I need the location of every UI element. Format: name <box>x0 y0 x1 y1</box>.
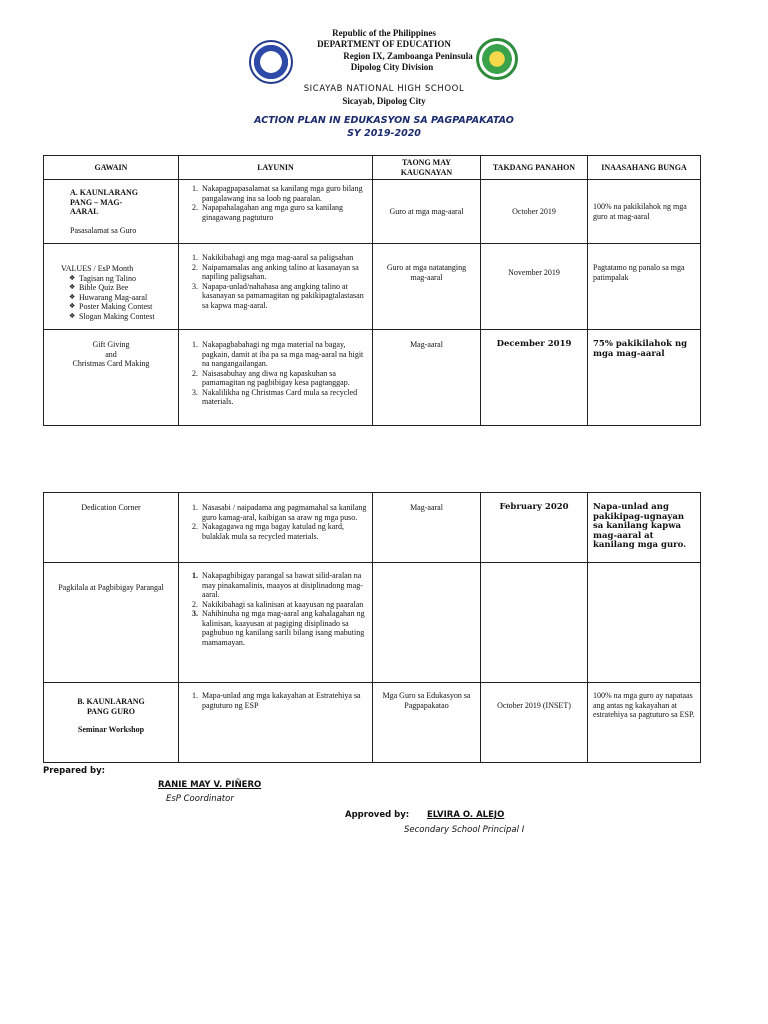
panahon-cell <box>481 563 588 683</box>
bunga-cell <box>588 563 701 683</box>
list-item: ❖ Huwarang Mag-aaral <box>69 292 148 302</box>
objective-item: 1. Nasasabi / naipadama ang pagmamahal sa kanilang guro kamag-aral, kaibigan sa araw ng mga puso. <box>200 503 367 522</box>
panahon-cell: October 2019 (INSET) <box>481 683 588 763</box>
activity-line: Gift Giving <box>92 340 130 349</box>
department-line: DEPARTMENT OF EDUCATION <box>317 39 451 49</box>
school-year: SY 2019-2020 <box>347 128 421 139</box>
layunin-cell <box>179 683 373 763</box>
taong-cell: Mga Guro sa Edukasyon sa Pagpapakatao <box>373 683 481 763</box>
objective-item: 2. Naisasabuhay ang diwa ng kapaskuhan sa pamamagitan ng pagbibigay kesa pagtanggap. <box>200 369 367 388</box>
panahon-cell: December 2019 <box>481 330 588 426</box>
taong-cell: Mag-aaral <box>373 493 481 563</box>
taong-cell <box>373 563 481 683</box>
activity-name: VALUES / EsP Month <box>61 264 134 273</box>
list-item: ❖ Tagisan ng Talino <box>69 273 136 283</box>
panahon-cell: November 2019 <box>481 244 588 330</box>
approved-by-title: Secondary School Principal I <box>404 825 525 835</box>
column-header: GAWAIN <box>44 156 179 180</box>
table-row <box>44 180 701 244</box>
layunin-cell <box>179 244 373 330</box>
gawain-cell <box>44 244 179 330</box>
prepared-by-title: EsP Coordinator <box>166 794 234 804</box>
objective-item: 2. Napapahalagahan ang mga guro sa kanilang ginagawang pagtuturo <box>200 203 367 222</box>
diamond-bullet-icon: ❖ <box>69 302 76 310</box>
panahon-cell: February 2020 <box>481 493 588 563</box>
republic-line: Republic of the Philippines <box>332 28 436 38</box>
table-row <box>44 244 701 330</box>
table-row <box>44 493 701 563</box>
gawain-cell <box>44 180 179 244</box>
taong-cell: Mag-aaral <box>373 330 481 426</box>
objective-item: 1. Nakapagbibigay parangal sa bawat silid-aralan na may pinakamalinis, maayos at disiplinadong mag-aaral. <box>200 571 367 600</box>
layunin-cell <box>179 330 373 426</box>
section-heading: B. KAUNLARANG PANG GURO <box>77 697 145 716</box>
objective-item: 3. Nahihinuha ng mga mag-aaral ang kahalagahan ng kalinisan, kaayusan at pagiging disiplinado sa pagbubuo ng kanilang sarili bilang isang mabuting mamamayan. <box>200 609 367 647</box>
gawain-cell <box>44 683 179 763</box>
diamond-bullet-icon: ❖ <box>69 283 76 291</box>
column-header: LAYUNIN <box>179 156 373 180</box>
action-plan-table-page-2 <box>43 492 701 763</box>
layunin-cell <box>179 180 373 244</box>
layunin-cell <box>179 563 373 683</box>
layunin-cell <box>179 493 373 563</box>
diamond-bullet-icon: ❖ <box>69 311 76 320</box>
bunga-cell: 75% pakikilahok ng mga mag-aaral <box>588 330 701 426</box>
approved-by-name: ELVIRA O. ALEJO <box>427 810 505 820</box>
section-heading: A. KAUNLARANG PANG – MAG-AARAL <box>70 188 138 216</box>
table-row <box>44 683 701 763</box>
bunga-cell: Napa-unlad ang pakikipag-ugnayan sa kanilang kapwa mag-aaral at kanilang mga guro. <box>588 493 701 563</box>
objective-item: 1. Nakapagpapasalamat sa kanilang mga guro bilang pangalawang ina sa loob ng paaralan. <box>200 184 367 203</box>
column-header: TAONG MAY KAUGNAYAN <box>373 156 481 180</box>
activity-line: Christmas Card Making <box>72 359 150 368</box>
activity-name: Pasasalamat sa Guro <box>70 225 137 235</box>
school-name: SICAYAB NATIONAL HIGH SCHOOL <box>303 84 465 94</box>
table-row <box>44 563 701 683</box>
action-plan-table-page-1 <box>43 155 701 426</box>
prepared-by-name: RANIE MAY V. PIÑERO <box>158 780 262 790</box>
page-title: ACTION PLAN IN EDUKASYON SA PAGPAPAKATAO <box>254 115 514 126</box>
list-item: ❖ Poster Making Contest <box>69 302 153 311</box>
taong-cell: Guro at mga natatanging mag-aaral <box>373 244 481 330</box>
activity-name: Seminar Workshop <box>77 725 145 734</box>
bunga-cell: 100% na mga guro ay napataas ang antas ng kakayahan at estratehiya sa pagtuturo sa ESP. <box>588 683 701 763</box>
activity-line: and <box>105 349 117 359</box>
bunga-cell: Pagtatamo ng panalo sa mga patimpalak <box>588 244 701 330</box>
gawain-cell <box>44 330 179 426</box>
gawain-cell: Pagkilala at Pagbibigay Parangal <box>44 563 179 683</box>
diamond-bullet-icon: ❖ <box>69 273 76 282</box>
bunga-cell: 100% na pakikilahok ng mga guro at mag-aaral <box>588 180 701 244</box>
taong-cell: Guro at mga mag-aaral <box>373 180 481 244</box>
division-line: Dipolog City Division <box>350 62 434 72</box>
objective-item: 2. Naipamamalas ang anking talino at kasanayan sa napiling paligsahan. <box>200 263 367 282</box>
region-line: Region IX, Zamboanga Peninsula <box>343 51 473 61</box>
objective-item: 3. Nakalilikha ng Christmas Card mula sa recycled materials. <box>200 388 367 407</box>
objective-item: 1. Mapa-unlad ang mga kakayahan at Estratehiya sa pagtuturo ng ESP <box>200 691 367 710</box>
objective-item: 1. Nakapagbabahagi ng mga material na bagay, pagkain, damit at iba pa sa mga mag-aaral na higit na nangangailangan. <box>200 340 367 369</box>
table-header-row <box>44 156 701 180</box>
panahon-cell: October 2019 <box>481 180 588 244</box>
objective-item: 2. Nakagagawa ng mga bagay katulad ng kard, bulaklak mula sa recycled materials. <box>200 522 367 541</box>
list-item: ❖ Bible Quiz Bee <box>69 283 129 292</box>
prepared-by-label: Prepared by: <box>43 766 106 776</box>
list-item: ❖ Slogan Making Contest <box>69 311 155 321</box>
column-header: INAASAHANG BUNGA <box>588 156 701 180</box>
approved-by-label: Approved by: <box>345 810 410 820</box>
table-row <box>44 330 701 426</box>
school-address: Sicayab, Dipolog City <box>342 96 426 106</box>
objective-item: 3. Napapa-unlad/nahahasa ang angking talino at kasanayan sa pamamagitan ng pakikipagtalastasan sa kapwa mag-aaral. <box>200 282 367 311</box>
objective-item: 2. Nakikibahagi sa kalinisan at kaayusan ng paaralan <box>200 600 367 610</box>
column-header: TAKDANG PANAHON <box>481 156 588 180</box>
diamond-bullet-icon: ❖ <box>69 292 76 301</box>
gawain-cell: Dedication Corner <box>44 493 179 563</box>
objective-item: 1. Nakikibahagi ang mga mag-aaral sa paligsahan <box>200 253 367 263</box>
